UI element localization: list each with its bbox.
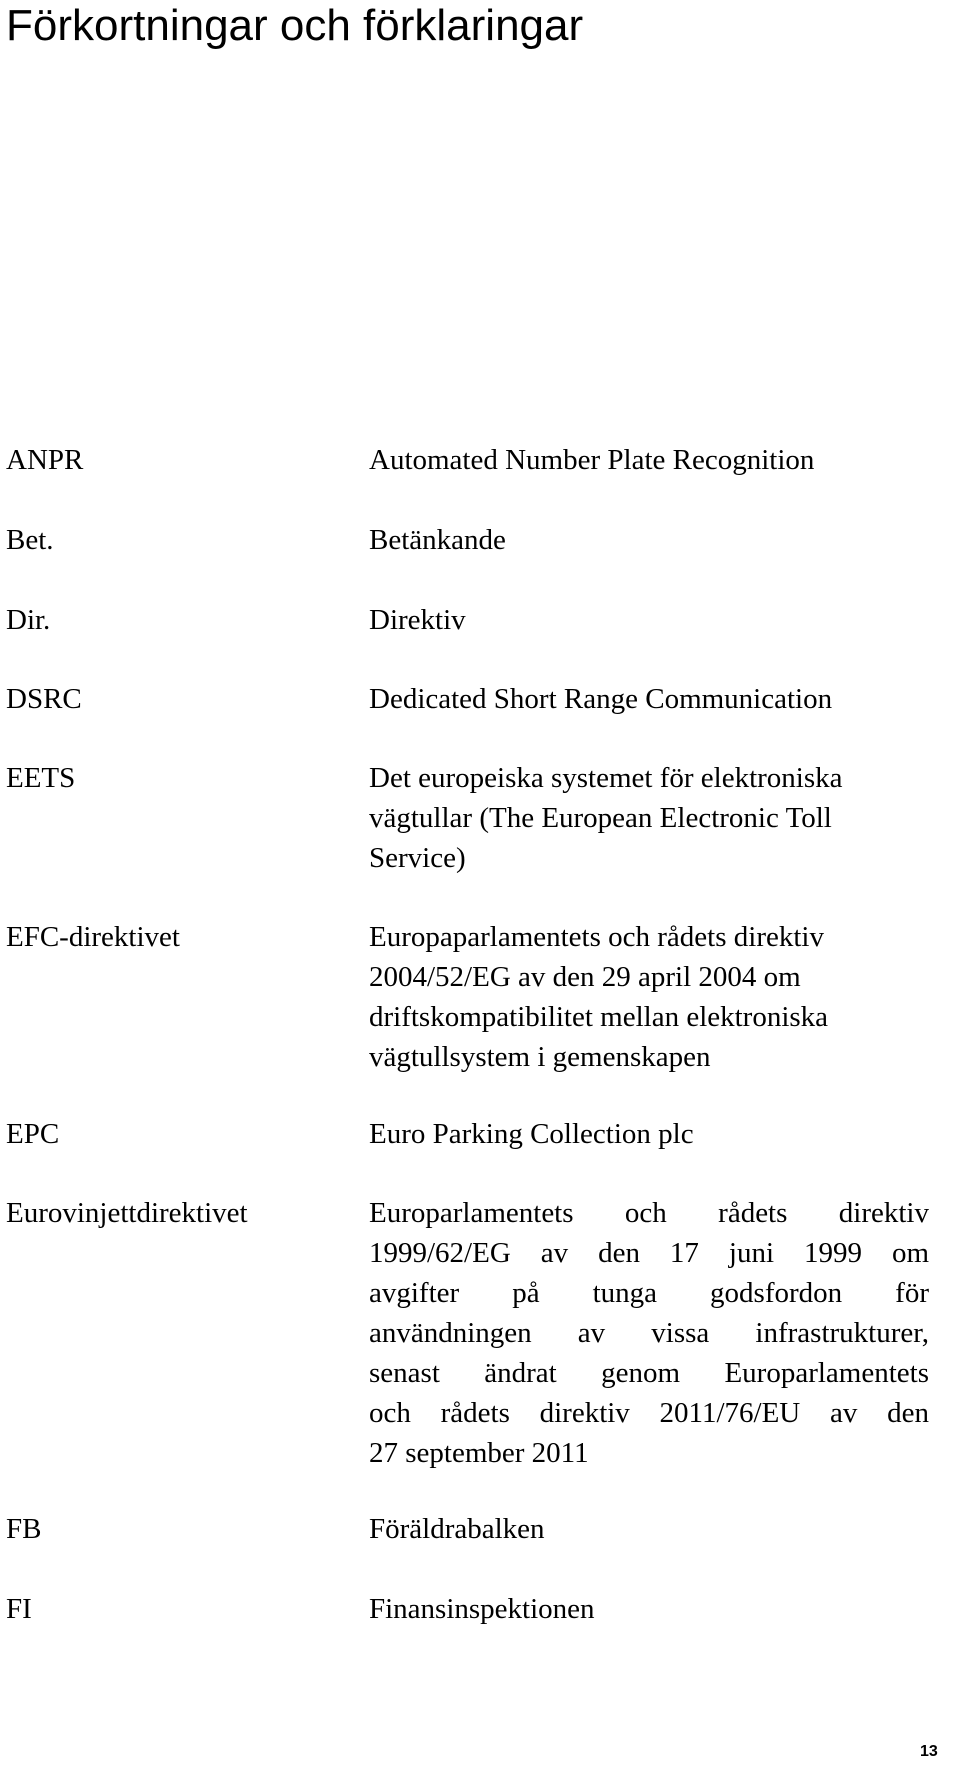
definition xyxy=(369,1193,929,1473)
abbreviation: EETS xyxy=(6,762,76,794)
definition-line: 1999/62/EG av den 17 juni 1999 om xyxy=(369,1237,929,1269)
abbreviation: EFC-direktivet xyxy=(6,921,180,953)
page-number: 13 xyxy=(920,1743,938,1760)
abbreviation: EPC xyxy=(6,1118,60,1150)
definition xyxy=(369,520,929,560)
definition-line: Föräldrabalken xyxy=(369,1513,545,1545)
definition-line: Det europeiska systemet för elektroniska xyxy=(369,762,843,794)
definition-line: Europarlamentets och rådets direktiv xyxy=(369,1197,929,1229)
abbreviation: DSRC xyxy=(6,683,82,715)
page-title: Förkortningar och förklaringar xyxy=(6,1,584,50)
definition-line: Dedicated Short Range Communication xyxy=(369,683,833,715)
definition xyxy=(369,917,929,1077)
definition-line: senast ändrat genom Europarlamentets xyxy=(369,1357,929,1389)
definition-line: Europaparlamentets och rådets direktiv xyxy=(369,921,824,953)
definition-line: Finansinspektionen xyxy=(369,1593,595,1625)
definition-line: vägtullsystem i gemenskapen xyxy=(369,1041,711,1073)
definition-line: avgifter på tunga godsfordon för xyxy=(369,1277,929,1309)
abbreviation: ANPR xyxy=(6,444,84,476)
abbreviation: FI xyxy=(6,1593,32,1625)
definition-line: Direktiv xyxy=(369,604,466,636)
definition xyxy=(369,600,929,640)
definition-line: 27 september 2011 xyxy=(369,1437,589,1469)
definition xyxy=(369,1589,929,1629)
definition-line: Euro Parking Collection plc xyxy=(369,1118,694,1150)
definition-line: och rådets direktiv 2011/76/EU av den xyxy=(369,1397,929,1429)
abbreviation: FB xyxy=(6,1513,42,1545)
definition xyxy=(369,758,929,878)
definition-line: Betänkande xyxy=(369,524,506,556)
definition-line: Automated Number Plate Recognition xyxy=(369,444,815,476)
definition-line: driftskompatibilitet mellan elektroniska xyxy=(369,1001,829,1033)
definition xyxy=(369,440,929,480)
definition xyxy=(369,679,929,719)
definition-line: vägtullar (The European Electronic Toll xyxy=(369,802,832,834)
definition-line: användningen av vissa infrastrukturer, xyxy=(369,1317,929,1349)
abbreviation: Bet. xyxy=(6,524,54,556)
definition-line: Service) xyxy=(369,842,466,874)
abbreviation: Eurovinjettdirektivet xyxy=(6,1197,248,1229)
definition-line: 2004/52/EG av den 29 april 2004 om xyxy=(369,961,801,993)
definition xyxy=(369,1509,929,1549)
definition xyxy=(369,1114,929,1154)
abbreviation: Dir. xyxy=(6,604,51,636)
